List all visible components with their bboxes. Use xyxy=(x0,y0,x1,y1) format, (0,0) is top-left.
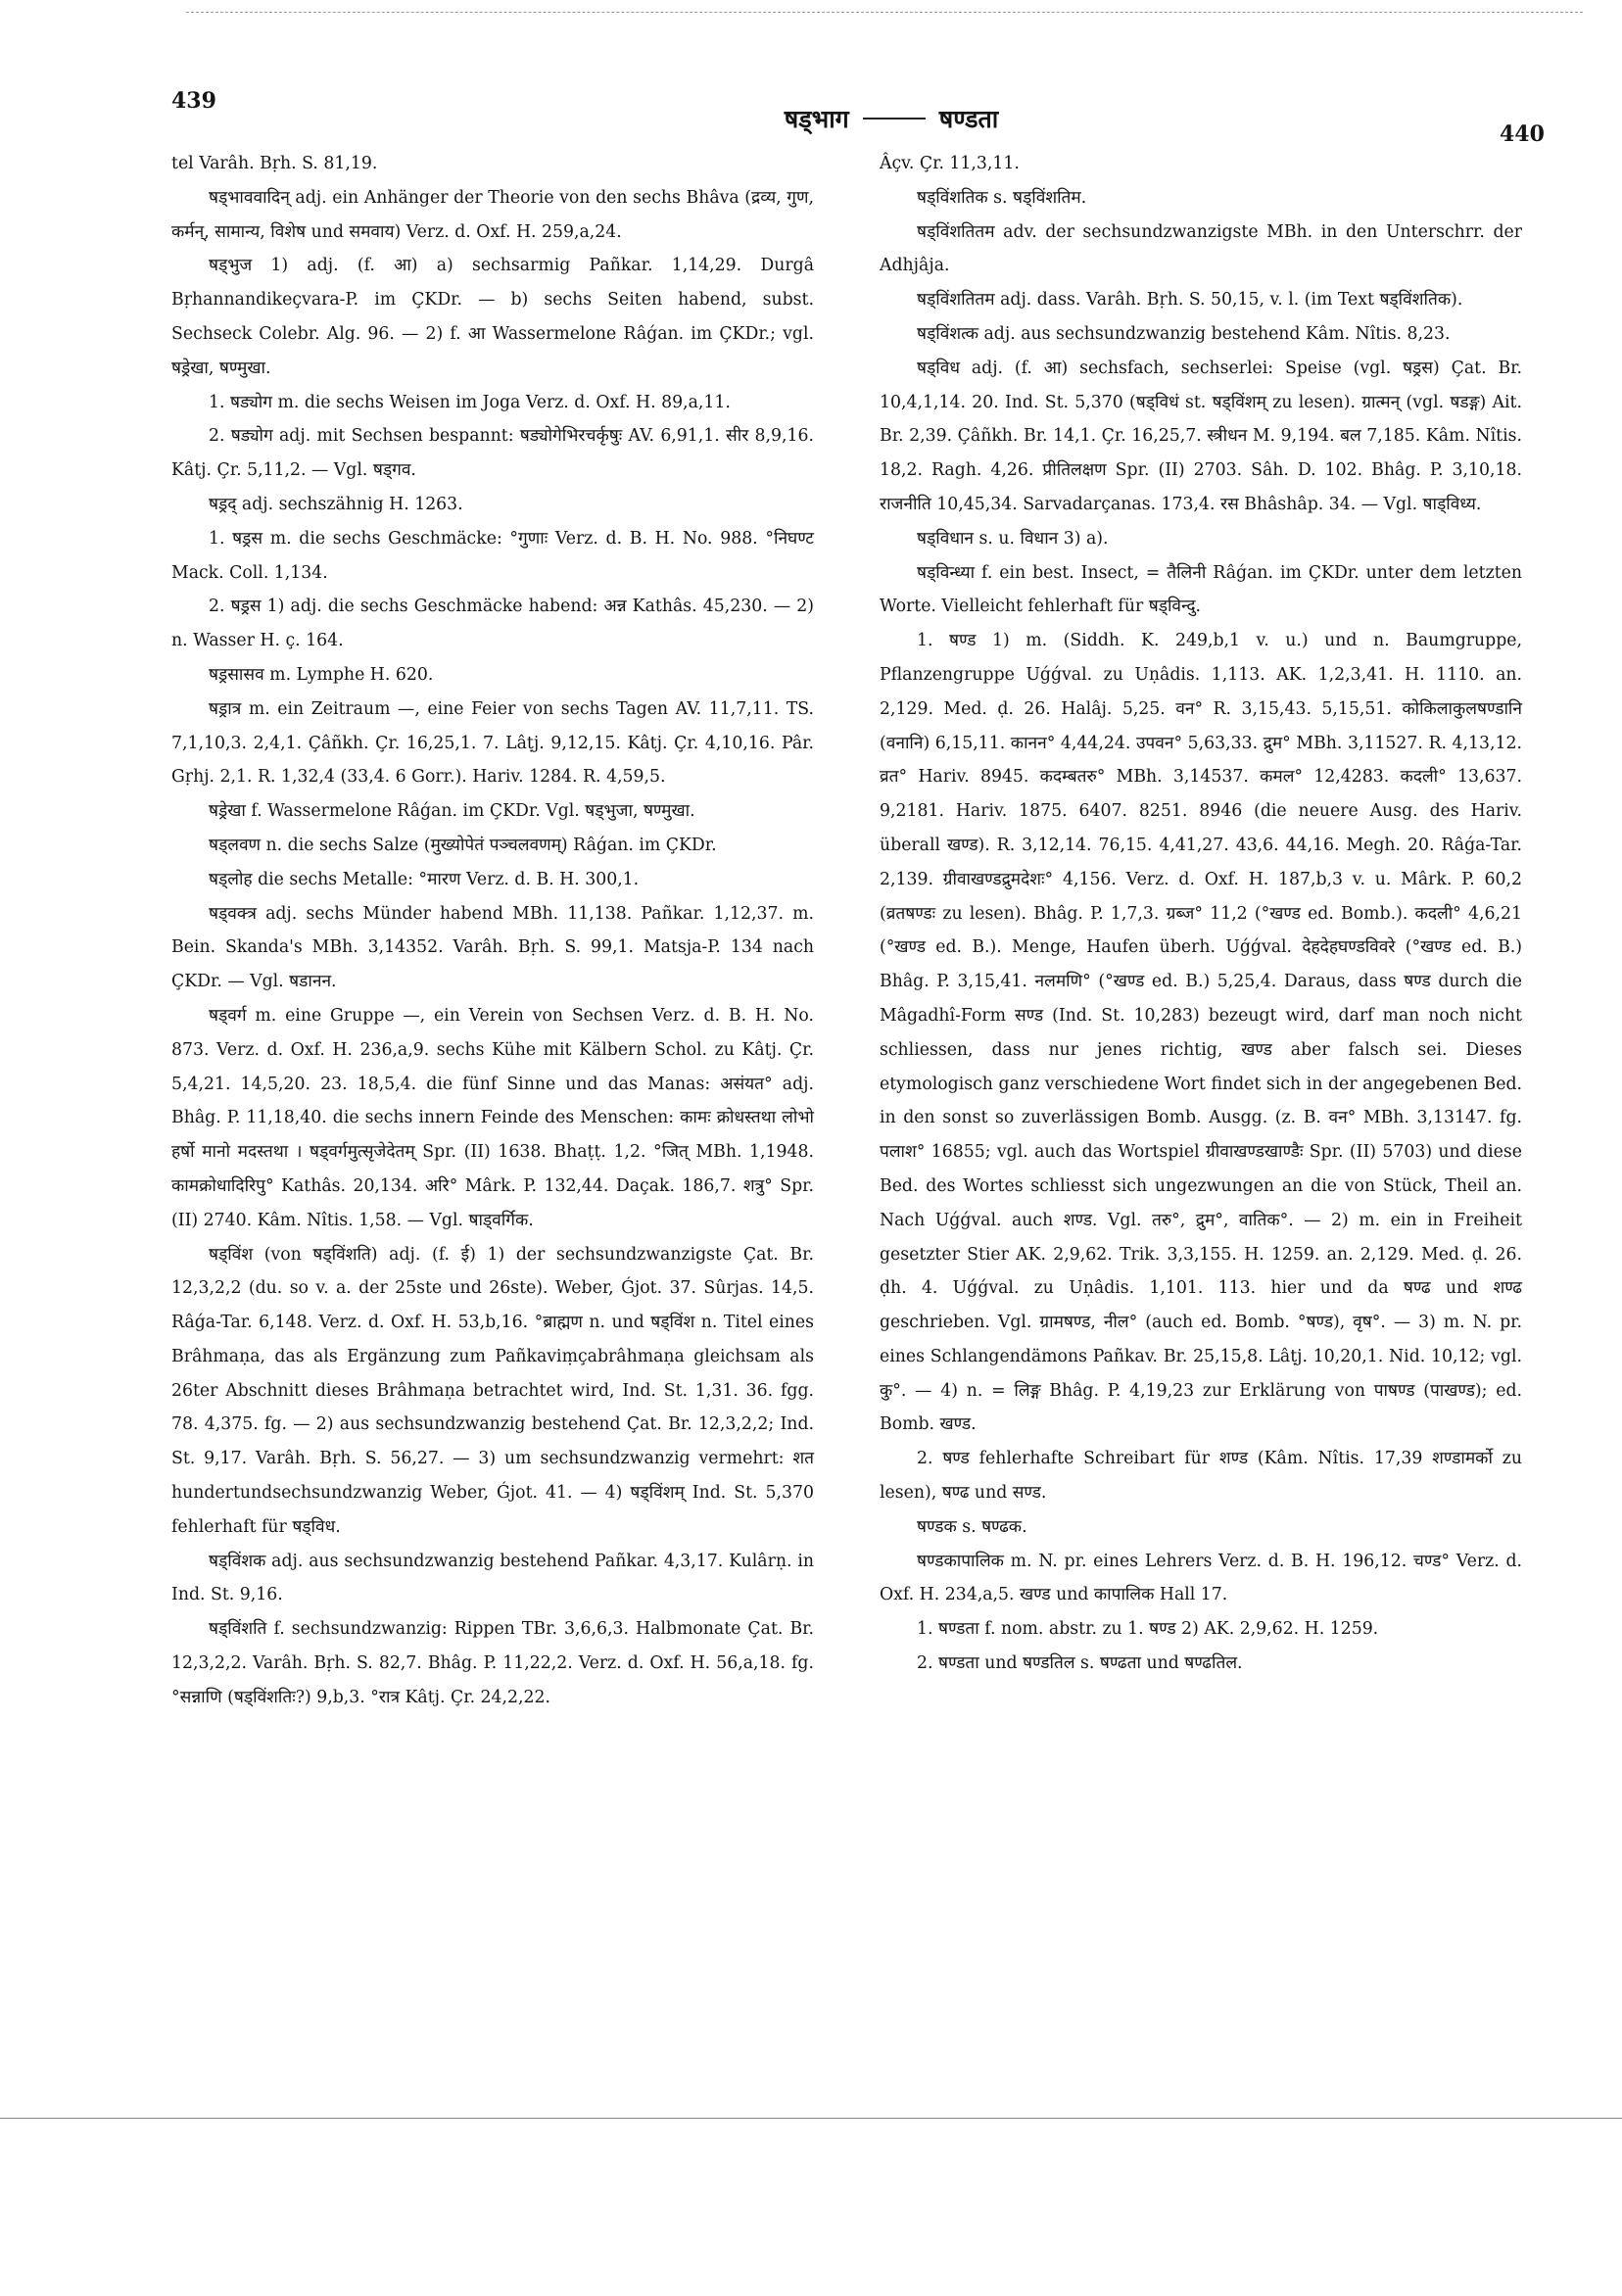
dictionary-entry: षड्विंशत्क adj. aus sechsundzwanzig bestehend Kâm. Nîtis. 8,23. xyxy=(917,323,1451,344)
header-dash xyxy=(863,118,926,120)
dictionary-entry: षड्विंशति f. sechsundzwanzig: Rippen TBr. 3,6,6,3. Halbmonate Çat. Br. 12,3,2,2. Varâh. Bṛh. S. 82,7. Bhâg. P. 11,22,2. Verz. d. Oxf. H. 56,a,18. fg. °सन्नाणि (षड्विंशतिः?) 9,b,3. °रात्र Kâtj. Çr. 24,2,22. xyxy=(171,1619,814,1707)
dictionary-entry: षड्लवण n. die sechs Salze (मुख्योपेतं पञ्चलवणम्) Râǵan. im ÇKDr. xyxy=(209,835,717,855)
dictionary-entry: 2. षड्योग adj. mit Sechsen bespannt: षड्योगेभिरचर्कृषुः AV. 6,91,1. सीर 8,9,16. Kâtj. Çr. 5,11,2. — Vgl. षड्गव. xyxy=(171,426,814,481)
dictionary-entry: षड्विध adj. (f. आ) sechsfach, sechserlei: Speise (vgl. षड्रस) Çat. Br. 10,4,1,14. 20. Ind. St. 5,370 (षड्विधं st. षड्विंशम् zu lesen). ग्रात्मन् (vgl. षडङ्ग) Ait. Br. 2,39. Çâñkh. Br. 14,1. Çr. 16,25,7. स्त्रीधन M. 9,194. बल 7,185. Kâm. Nîtis. 18,2. Ragh. 4,26. प्रीतिलक्षण Spr. (II) 2703. Sâh. D. 102. Bhâg. P. 3,10,18. राजनीति 10,45,34. Sarvadarçanas. 173,4. रस Bhâshâp. 34. — Vgl. षाड्विध्य. xyxy=(880,358,1522,514)
dictionary-entry: षड्रसासव m. Lymphe H. 620. xyxy=(209,664,434,685)
dictionary-entry: षड्रद् adj. sechszähnig H. 1263. xyxy=(209,494,463,514)
dictionary-entry: 1. षण्ड 1) m. (Siddh. K. 249,b,1 v. u.) und n. Baumgruppe, Pflanzengruppe Uǵǵval. zu Uṇâdis. 1,113. AK. 1,2,3,41. H. 1110. an. 2,129. Med. ḍ. 26. Halâj. 5,25. वन° R. 3,15,43. 5,15,51. कोकिलाकुलषण्डानि (वनानि) 6,15,11. कानन° 4,44,24. उपवन° 5,63,33. द्रुम° MBh. 3,11527. R. 4,13,12. व्रत° Hariv. 8945. कदम्बतरु° MBh. 3,14537. कमल° 12,4283. कदली° 13,637. 9,2181. Hariv. 1875. 6407. 8251. 8946 (die neuere Ausg. des Hariv. überall खण्ड). R. 3,12,14. 76,15. 4,41,27. 43,6. 44,16. Megh. 20. Râǵa-Tar. 2,139. ग्रीवाखण्डद्रुमदेशः° 4,156. Verz. d. Oxf. H. 187,b,3 v. u. Mârk. P. 60,2 (व्रतषण्डः zu lesen). Bhâg. P. 1,7,3. ग्रब्ज° 11,2 (°खण्ड ed. Bomb.). कदली° 4,6,21 (°खण्ड ed. B.). Menge, Haufen überh. Uǵǵval. देहदेहघण्डविवरे (°खण्ड ed. B.) Bhâg. P. 3,15,41. नलमणि° (°खण्ड ed. B.) 5,25,4. Daraus, dass षण्ड durch die Mâgadhî-Form सण्ड (Ind. St. 10,283) bezeugt wird, darf man noch nicht schliessen, dass nur jenes richtig, खण्ड aber falsch sei. Dieses etymologisch ganz verschiedene Wort findet sich in der angegebenen Bed. in den sonst so zuverlässigen Bomb. Ausgg. (z. B. वन° MBh. 3,13147. fg. पलाश° 16855; vgl. auch das Wortspiel ग्रीवाखण्डखाण्डैः Spr. (II) 5703) und diese Bed. des Wortes schliesst sich ungezwungen an die von Stück, Theil an. Nach Uǵǵval. auch शण्ड. Vgl. तरु°, द्रुम°, वातिक°. — 2) m. ein in Freiheit gesetzter Stier AK. 2,9,62. Trik. 3,3,155. H. 1259. an. 2,129. Med. ḍ. 26. ḍh. 4. Uǵǵval. zu Uṇâdis. 1,101. 113. hier und da षण्ढ und शण्ढ geschrieben. Vgl. ग्रामषण्ड, नील° (auch ed. Bomb. °षण्ड), वृष°. — 3) m. N. pr. eines Schlangendämons Pañkav. Br. 25,15,8. Lâṭj. 10,20,1. Nid. 10,12; vgl. कु°. — 4) n. = लिङ्ग Bhâg. P. 4,19,23 zur Erklärung von पाषण्ड (पाखण्ड); ed. Bomb. खण्ड. xyxy=(880,631,1522,1435)
dictionary-entry: 1. षण्डता f. nom. abstr. zu 1. षण्ड 2) AK. 2,9,62. H. 1259. xyxy=(917,1619,1379,1640)
dictionary-entry: षड्वक्त्र adj. sechs Münder habend MBh. 11,138. Pañkar. 1,12,37. m. Bein. Skanda's MBh. 3,14352. Varâh. Bṛh. S. 99,1. Matsja-P. 134 nach ÇKDr. — Vgl. षडानन. xyxy=(171,903,814,992)
right-column xyxy=(880,147,1522,1681)
dictionary-entry: षड्विंशतितम adv. der sechsundzwanzigste MBh. in den Unterschrr. der Adhjâja. xyxy=(880,221,1522,276)
dictionary-entry: षड्विंशतितम adj. dass. Varâh. Bṛh. S. 50,15, v. l. (im Text षड्विंशतिक). xyxy=(917,290,1463,311)
running-header xyxy=(735,102,1048,135)
dictionary-entry: 1. षड्योग m. die sechs Weisen im Joga Verz. d. Oxf. H. 89,a,11. xyxy=(209,392,731,412)
top-edge-rule xyxy=(186,12,1583,13)
dictionary-entry: 2. षड्रस 1) adj. die sechs Geschmäcke habend: अन्न Kathâs. 45,230. — 2) n. Wasser H. ç. 164. xyxy=(171,597,814,651)
header-end-word: षण्डता xyxy=(938,105,999,133)
dictionary-entry: षड्विधान s. u. विधान 3) a). xyxy=(917,528,1109,549)
dictionary-entry: षड्विंशतिक s. षड्विंशतिम. xyxy=(917,187,1087,208)
dictionary-entry: षण्डकापालिक m. N. pr. eines Lehrers Verz. d. B. H. 196,12. चण्ड° Verz. d. Oxf. H. 234,a,5. खण्ड und कापालिक Hall 17. xyxy=(880,1551,1522,1605)
dictionary-entry: षड्रेखा f. Wassermelone Râǵan. im ÇKDr. Vgl. षड्भुजा, षण्मुखा. xyxy=(209,801,695,822)
dictionary-entry: Âçv. Çr. 11,3,11. xyxy=(880,154,1020,173)
dictionary-entry: षड्लोह die sechs Metalle: °मारण Verz. d. B. H. 300,1. xyxy=(209,869,640,889)
dictionary-entry: 2. षण्ड fehlerhafte Schreibart für शण्ड (Kâm. Nîtis. 17,39 शण्डामर्को zu lesen), षण्ढ und सण्ड. xyxy=(880,1449,1522,1504)
dictionary-entry: षड्विंश (von षड्विंशति) adj. (f. ई) 1) der sechsundzwanzigste Çat. Br. 12,3,2,2 (du. so v. a. der 25ste und 26ste). Weber, Ǵjot. 37. Sûrjas. 14,5. Râǵa-Tar. 6,148. Verz. d. Oxf. H. 53,b,16. °ब्राह्मण n. und षड्विंश n. Titel eines Brâhmaṇa, das als Ergänzung zum Pañkaviṃçabrâhmaṇa gleichsam als 26ter Abschnitt dieses Brâhmaṇa betrachtet wird, Ind. St. 1,31. 36. fgg. 78. 4,375. fg. — 2) aus sechsundzwanzig bestehend Çat. Br. 12,3,2,2; Ind. St. 9,17. Varâh. Bṛh. S. 56,27. — 3) um sechsundzwanzig vermehrt: शत hundertundsechsundzwanzig Weber, Ǵjot. 41. — 4) षड्विंशम् Ind. St. 5,370 fehlerhaft für षड्विध. xyxy=(171,1244,814,1537)
dictionary-entry: षड्भाववादिन् adj. ein Anhänger der Theorie von den sechs Bhâva (द्रव्य, गुण, कर्मन्, सामान्य, विशेष und समवाय) Verz. d. Oxf. H. 259,a,24. xyxy=(171,187,814,242)
right-page-number: 440 xyxy=(1500,121,1545,147)
header-start-word: षड्भाग xyxy=(784,105,849,133)
dictionary-entry: षड्विन्ध्या f. ein best. Insect, = तैलिनी Râǵan. im ÇKDr. unter dem letzten Worte. Vielleicht fehlerhaft für षड्विन्दु. xyxy=(880,562,1522,617)
dictionary-entry: षड्विंशक adj. aus sechsundzwanzig bestehend Pañkar. 4,3,17. Kulârṇ. in Ind. St. 9,16. xyxy=(171,1551,814,1605)
bottom-edge-rule xyxy=(0,2118,1622,2119)
left-page-number: 439 xyxy=(171,88,216,114)
dictionary-entry: 1. षड्रस m. die sechs Geschmäcke: °गुणाः Verz. d. B. H. No. 988. °निघण्ट Mack. Coll. 1,134. xyxy=(171,528,814,583)
dictionary-entry: tel Varâh. Bṛh. S. 81,19. xyxy=(171,154,378,173)
dictionary-entry: षड्भुज 1) adj. (f. आ) a) sechsarmig Pañkar. 1,14,29. Durgâ Bṛhannandikeçvara-P. im ÇKDr. — b) sechs Seiten habend, subst. Sechseck Colebr. Alg. 96. — 2) f. आ Wassermelone Râǵan. im ÇKDr.; vgl. षड्रेखा, षण्मुखा. xyxy=(171,256,814,378)
dictionary-entry: षड्रात्र m. ein Zeitraum —, eine Feier von sechs Tagen AV. 11,7,11. TS. 7,1,10,3. 2,4,1. Çâñkh. Çr. 16,25,1. 7. Lâṭj. 9,12,15. Kâtj. Çr. 4,10,16. Pâr. Gṛhj. 2,1. R. 1,32,4 (33,4. 6 Gorr.). Hariv. 1284. R. 4,59,5. xyxy=(171,698,814,788)
dictionary-entry: षण्डक s. षण्ढक. xyxy=(917,1516,1027,1537)
dictionary-entry: 2. षण्डता und षण्डतिल s. षण्ढता und षण्ढतिल. xyxy=(917,1653,1243,1674)
left-column xyxy=(171,147,814,1715)
dictionary-entry: षड्वर्ग m. eine Gruppe —, ein Verein von Sechsen Verz. d. B. H. No. 873. Verz. d. Oxf. H. 236,a,9. sechs Kühe mit Kälbern Schol. zu Kâtj. Çr. 5,4,21. 14,5,20. 23. 18,5,4. die fünf Sinne und das Manas: असंयत° adj. Bhâg. P. 11,18,40. die sechs innern Feinde des Menschen: कामः क्रोधस्तथा लोभो हर्षो मानो मदस्तथा । षड्वर्गमुत्सृजेदेतम् Spr. (II) 1638. Bhaṭṭ. 1,2. °जित् MBh. 1,1948. कामक्रोधादिरिपु° Kathâs. 20,134. अरि° Mârk. P. 132,44. Daçak. 186,7. शत्रु° Spr. (II) 2740. Kâm. Nîtis. 1,58. — Vgl. षाड्वर्गिक. xyxy=(171,1005,814,1230)
